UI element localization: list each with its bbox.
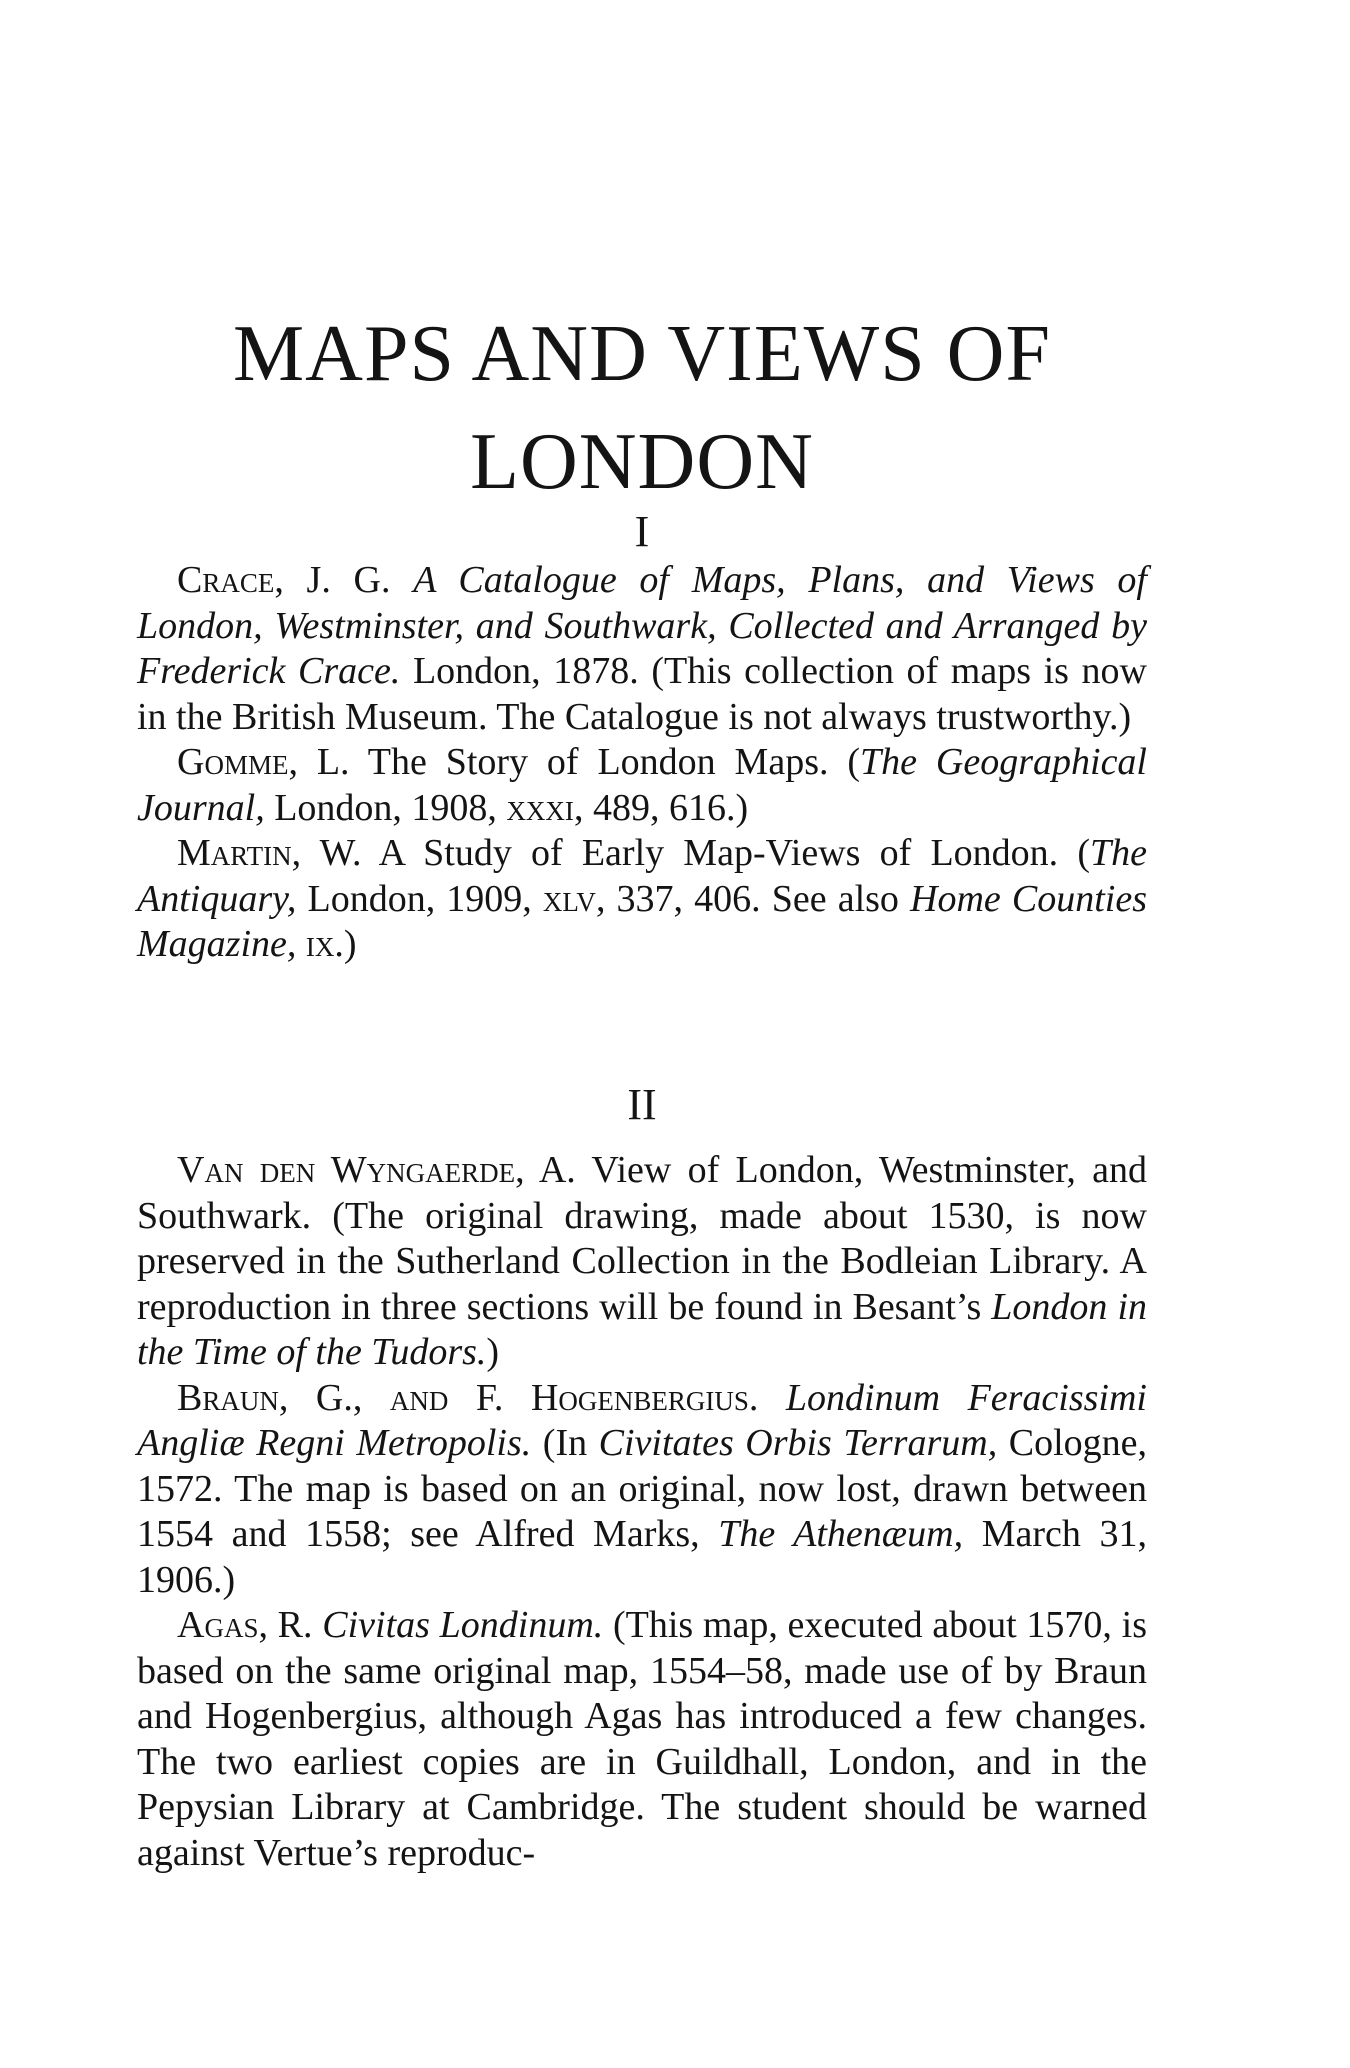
- entry-text: F.: [448, 1376, 531, 1419]
- author-name: ix: [305, 923, 335, 965]
- work-title: Civitates Orbis Terrarum,: [598, 1422, 998, 1464]
- section-numeral: I: [634, 507, 650, 556]
- bibliography-entry: [137, 1376, 1147, 1604]
- bibliography-entry: [137, 740, 1147, 831]
- title-line-2: LONDON: [470, 418, 814, 506]
- entry-text: , 489, 616.): [573, 786, 749, 829]
- author-name: Braun: [177, 1376, 279, 1419]
- author-name: Hogenbergius: [530, 1376, 749, 1419]
- work-title: The Geographical Journal,: [137, 741, 1147, 829]
- entry-text: , L. The Story of London Maps. (: [288, 741, 861, 783]
- work-title: The Athenæum,: [718, 1513, 964, 1555]
- entry-text: London, 1878. (This collection of maps is now in the British Museum. The Catalogue is not always trustworthy.): [137, 650, 1147, 738]
- entry-text: London, 1908,: [264, 786, 507, 829]
- title-line-1: MAPS AND VIEWS OF: [233, 310, 1051, 398]
- bibliography-entry: [137, 1603, 1147, 1876]
- bibliography-entry: [137, 831, 1147, 968]
- page-title: [137, 300, 1147, 516]
- author-name: Gomme: [177, 741, 289, 783]
- entry-text: London, 1909,: [296, 877, 543, 920]
- entry-text: ): [486, 1331, 500, 1373]
- author-name: Agas: [177, 1604, 259, 1646]
- entry-text: (This map, executed about 1570, is based on the same original map, 1554–58, made use of by Braun and Hogenbergius, although Agas has introduced a few changes. The two earliest copies are in Guildhall, London, and in the Pepysian Library at Cambridge. The student should be warned against Vertue’s reproduc-: [137, 1604, 1147, 1874]
- section-numeral: II: [627, 1080, 657, 1129]
- author-name: xxxi: [506, 786, 574, 829]
- entry-text: , R.: [258, 1604, 323, 1646]
- entry-text: [296, 923, 306, 965]
- entry-text: , G.,: [278, 1376, 390, 1419]
- work-title: A Catalogue of Maps, Plans, and Views of London, Westminster, and Southwark, Collected and Arranged by Frederick Crace.: [137, 559, 1147, 692]
- section-entries: [137, 1148, 1147, 1876]
- entry-text: Cologne, 1572. The map is based on an original, now lost, drawn between 1554 and 1558; see Alfred Marks,: [137, 1422, 1148, 1555]
- author-name: Crace: [177, 559, 275, 601]
- bibliography-entry: [137, 558, 1147, 740]
- entry-text: March 31, 1906.): [137, 1513, 1147, 1601]
- work-title: Home Counties Magazine,: [137, 877, 1147, 965]
- entry-text: .): [334, 923, 357, 965]
- work-title: Londinum Feracissimi Angliæ Regni Metropolis.: [137, 1376, 1147, 1464]
- entry-text: , A. View of London, Westminster, and Southwark. (The original drawing, made about 1530, is now preserved in the Sutherland Collection in the Bodleian Library. A reproduction in three sections will be found in Besant’s: [137, 1149, 1147, 1328]
- entry-text: , J. G.: [274, 559, 414, 601]
- section-entries: [137, 558, 1147, 968]
- author-name: xlv: [542, 877, 596, 920]
- entry-text: , 337, 406. See also: [595, 877, 911, 920]
- work-title: Civitas Londinum.: [322, 1604, 604, 1646]
- entry-text: (In: [531, 1422, 599, 1464]
- author-name: Van den Wyngaerde: [177, 1149, 516, 1191]
- author-name: and: [389, 1376, 449, 1419]
- entry-text: , W. A Study of Early Map-Views of London. (: [291, 832, 1090, 874]
- bibliography-entry: [137, 1148, 1147, 1376]
- work-title: London in the Time of the Tudors.: [137, 1285, 1147, 1373]
- author-name: Martin: [177, 832, 292, 874]
- work-title: The Antiquary,: [137, 832, 1147, 920]
- entry-text: .: [748, 1376, 786, 1419]
